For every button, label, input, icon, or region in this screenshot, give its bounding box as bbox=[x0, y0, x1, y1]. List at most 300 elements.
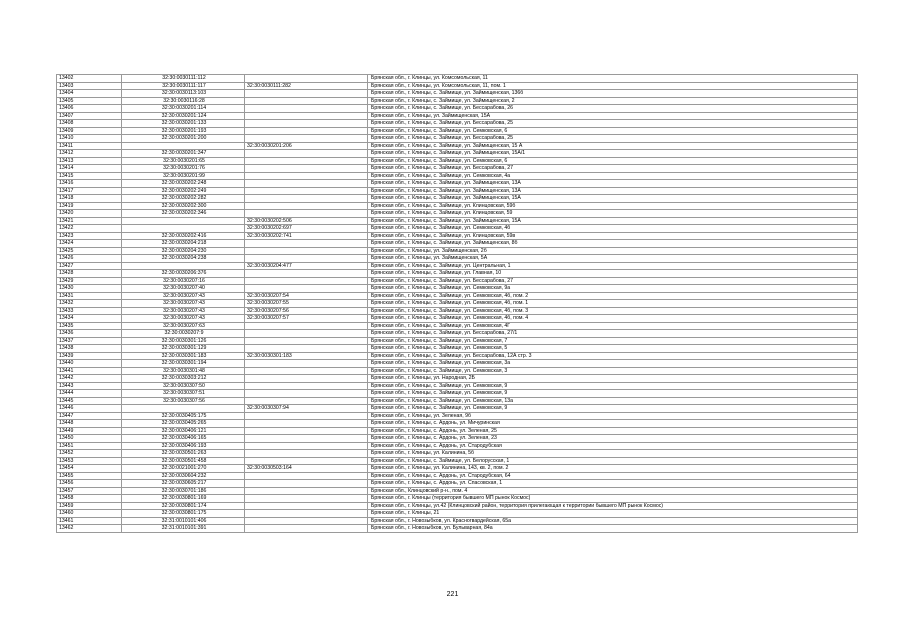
address-cell: Брянская обл., г. Клинцы, с. Займище, ул. Семковская, 7 bbox=[368, 337, 858, 345]
row-number-cell: 13437 bbox=[57, 337, 122, 345]
row-number-cell: 13462 bbox=[57, 525, 122, 533]
linked-cadastral-number-cell: 32:30:0030207:54 bbox=[245, 292, 368, 300]
cadastral-number-cell: 32:30:0030303:212 bbox=[122, 375, 245, 383]
address-cell: Брянская обл., Клинцовский р-н., пом. 4 bbox=[368, 487, 858, 495]
row-number-cell: 13419 bbox=[57, 202, 122, 210]
address-cell: Брянская обл., г. Клинцы, с. Займище, ул. Займищенская, 13А bbox=[368, 187, 858, 195]
linked-cadastral-number-cell bbox=[245, 187, 368, 195]
row-number-cell: 13455 bbox=[57, 472, 122, 480]
table-row bbox=[57, 345, 858, 353]
cadastral-number-cell: 32:30:0030405:175 bbox=[122, 412, 245, 420]
address-cell: Брянская обл., г. Клинцы, с. Займище, ул. Клинцовская, 59в bbox=[368, 232, 858, 240]
address-cell: Брянская обл., г. Клинцы, с. Займище, ул. Семковская, 4Г bbox=[368, 322, 858, 330]
cadastral-number-cell: 32:30:0030206:376 bbox=[122, 270, 245, 278]
table-row bbox=[57, 420, 858, 428]
cadastral-number-cell bbox=[122, 142, 245, 150]
table-row bbox=[57, 225, 858, 233]
row-number-cell: 13445 bbox=[57, 397, 122, 405]
row-number-cell: 13441 bbox=[57, 367, 122, 375]
table-row bbox=[57, 472, 858, 480]
table-row bbox=[57, 165, 858, 173]
cadastral-number-cell: 32:30:0030207:43 bbox=[122, 307, 245, 315]
linked-cadastral-number-cell: 32:30:0030301:183 bbox=[245, 352, 368, 360]
linked-cadastral-number-cell bbox=[245, 127, 368, 135]
cadastral-number-cell: 32:30:0030201:133 bbox=[122, 120, 245, 128]
linked-cadastral-number-cell: 32:30:0030111:282 bbox=[245, 82, 368, 90]
cadastral-number-cell: 32:30:0030201:193 bbox=[122, 127, 245, 135]
table-row bbox=[57, 135, 858, 143]
registry-table bbox=[56, 74, 858, 533]
linked-cadastral-number-cell bbox=[245, 345, 368, 353]
row-number-cell: 13454 bbox=[57, 465, 122, 473]
table-row bbox=[57, 322, 858, 330]
row-number-cell: 13402 bbox=[57, 75, 122, 83]
cadastral-number-cell: 32:30:0030207:9 bbox=[122, 330, 245, 338]
row-number-cell: 13451 bbox=[57, 442, 122, 450]
linked-cadastral-number-cell bbox=[245, 210, 368, 218]
table-row bbox=[57, 210, 858, 218]
address-cell: Брянская обл., г. Клинцы, с. Займище, ул. Семковская, 6 bbox=[368, 127, 858, 135]
row-number-cell: 13459 bbox=[57, 502, 122, 510]
table-row bbox=[57, 277, 858, 285]
row-number-cell: 13430 bbox=[57, 285, 122, 293]
table-row bbox=[57, 202, 858, 210]
address-cell: Брянская обл., г. Клинцы, с. Займище, ул. Семковская, 4б bbox=[368, 225, 858, 233]
table-row bbox=[57, 517, 858, 525]
linked-cadastral-number-cell bbox=[245, 150, 368, 158]
table-row bbox=[57, 82, 858, 90]
table-row bbox=[57, 232, 858, 240]
linked-cadastral-number-cell: 32:30:0030202:697 bbox=[245, 225, 368, 233]
table-row bbox=[57, 525, 858, 533]
table-row bbox=[57, 150, 858, 158]
address-cell: Брянская обл., г. Клинцы, с. Займище, ул. Семковская, 13а bbox=[368, 397, 858, 405]
address-cell: Брянская обл., г. Клинцы, с. Ардонь, ул. Стародубская bbox=[368, 442, 858, 450]
row-number-cell: 13415 bbox=[57, 172, 122, 180]
row-number-cell: 13436 bbox=[57, 330, 122, 338]
linked-cadastral-number-cell bbox=[245, 412, 368, 420]
linked-cadastral-number-cell bbox=[245, 180, 368, 188]
address-cell: Брянская обл., г. Клинцы, с. Займище, ул. Семковская, 9 bbox=[368, 382, 858, 390]
address-cell: Брянская обл., г. Клинцы, с. Ардонь, ул. Спасовская, 1 bbox=[368, 480, 858, 488]
cadastral-number-cell: 32:30:0021001:270 bbox=[122, 465, 245, 473]
linked-cadastral-number-cell bbox=[245, 435, 368, 443]
row-number-cell: 13413 bbox=[57, 157, 122, 165]
cadastral-number-cell: 32:30:0030301:48 bbox=[122, 367, 245, 375]
address-cell: Брянская обл., г. Клинцы, с. Займище, ул. Клинцовская, 59б bbox=[368, 202, 858, 210]
linked-cadastral-number-cell bbox=[245, 247, 368, 255]
linked-cadastral-number-cell bbox=[245, 457, 368, 465]
row-number-cell: 13457 bbox=[57, 487, 122, 495]
address-cell: Брянская обл., г. Клинцы, с. Займище, ул. Главная, 10 bbox=[368, 270, 858, 278]
address-cell: Брянская обл., г. Клинцы, ул. Займищенская, 15А bbox=[368, 112, 858, 120]
row-number-cell: 13420 bbox=[57, 210, 122, 218]
table-row bbox=[57, 480, 858, 488]
linked-cadastral-number-cell bbox=[245, 120, 368, 128]
table-row bbox=[57, 97, 858, 105]
linked-cadastral-number-cell bbox=[245, 172, 368, 180]
row-number-cell: 13423 bbox=[57, 232, 122, 240]
address-cell: Брянская обл., г. Клинцы, с. Займище, ул. Займищенская, 2 bbox=[368, 97, 858, 105]
cadastral-number-cell: 32:30:0030202:300 bbox=[122, 202, 245, 210]
address-cell: Брянская обл., г. Клинцы, с. Ардонь, ул. Стародубская, 64 bbox=[368, 472, 858, 480]
linked-cadastral-number-cell bbox=[245, 442, 368, 450]
cadastral-number-cell: 32:30:0030207:43 bbox=[122, 292, 245, 300]
address-cell: Брянская обл., г. Клинцы, с. Ардонь, ул. Зеленая, 25 bbox=[368, 427, 858, 435]
cadastral-number-cell: 32:31:0010101:406 bbox=[122, 517, 245, 525]
linked-cadastral-number-cell bbox=[245, 255, 368, 263]
address-cell: Брянская обл., г. Клинцы, с. Займище, ул. Бессарабова, 27/1 bbox=[368, 330, 858, 338]
table-row bbox=[57, 330, 858, 338]
address-cell: Брянская обл., г. Клинцы, с. Займище, ул. Бессарабова, 27 bbox=[368, 277, 858, 285]
row-number-cell: 13410 bbox=[57, 135, 122, 143]
linked-cadastral-number-cell bbox=[245, 135, 368, 143]
table-row bbox=[57, 262, 858, 270]
table-row bbox=[57, 375, 858, 383]
address-cell: Брянская обл., г. Клинцы, с. Займище, ул. Семковская, 6 bbox=[368, 157, 858, 165]
address-cell: Брянская обл., г. Клинцы, ул. Комсомольская, 11 bbox=[368, 75, 858, 83]
address-cell: Брянская обл., г. Клинцы, ул. Займищенская, 2б bbox=[368, 247, 858, 255]
address-cell: Брянская обл., г. Клинцы, с. Займище, ул. Семковская, 9 bbox=[368, 405, 858, 413]
linked-cadastral-number-cell bbox=[245, 322, 368, 330]
cadastral-number-cell: 32:30:0030202:249 bbox=[122, 187, 245, 195]
cadastral-number-cell: 32:30:0030405:265 bbox=[122, 420, 245, 428]
row-number-cell: 13424 bbox=[57, 240, 122, 248]
linked-cadastral-number-cell bbox=[245, 195, 368, 203]
cadastral-number-cell: 32:30:0030201:76 bbox=[122, 165, 245, 173]
linked-cadastral-number-cell: 32:30:0030207:56 bbox=[245, 307, 368, 315]
row-number-cell: 13452 bbox=[57, 450, 122, 458]
address-cell: Брянская обл., г. Клинцы, с. Займище, ул. Семковская, 3 bbox=[368, 367, 858, 375]
table-row bbox=[57, 105, 858, 113]
cadastral-number-cell: 32:30:0030116:28 bbox=[122, 97, 245, 105]
table-row bbox=[57, 90, 858, 98]
row-number-cell: 13403 bbox=[57, 82, 122, 90]
registry-table-body bbox=[57, 75, 858, 533]
table-row bbox=[57, 405, 858, 413]
linked-cadastral-number-cell bbox=[245, 105, 368, 113]
address-cell: Брянская обл., г. Клинцы, ул. Калинина, 143, кв. 2, пом. 2 bbox=[368, 465, 858, 473]
linked-cadastral-number-cell bbox=[245, 90, 368, 98]
row-number-cell: 13461 bbox=[57, 517, 122, 525]
table-row bbox=[57, 292, 858, 300]
address-cell: Брянская обл., г. Новозыбков, ул. Красногвардейская, 65а bbox=[368, 517, 858, 525]
table-row bbox=[57, 487, 858, 495]
table-row bbox=[57, 172, 858, 180]
cadastral-number-cell: 32:30:0030111:112 bbox=[122, 75, 245, 83]
address-cell: Брянская обл., г. Клинцы, с. Займище, ул. Займищенская, 136б bbox=[368, 90, 858, 98]
cadastral-number-cell: 32:30:0030202:282 bbox=[122, 195, 245, 203]
linked-cadastral-number-cell: 32:30:0030307:94 bbox=[245, 405, 368, 413]
table-row bbox=[57, 157, 858, 165]
cadastral-number-cell: 32:30:0030605:217 bbox=[122, 480, 245, 488]
row-number-cell: 13448 bbox=[57, 420, 122, 428]
row-number-cell: 13408 bbox=[57, 120, 122, 128]
row-number-cell: 13426 bbox=[57, 255, 122, 263]
row-number-cell: 13409 bbox=[57, 127, 122, 135]
address-cell: Брянская обл., г. Клинцы, с. Займище, ул. Бессарабова, 12А стр. 3 bbox=[368, 352, 858, 360]
address-cell: Брянская обл., г. Клинцы, с. Займище, ул. Семковская, 5 bbox=[368, 345, 858, 353]
table-row bbox=[57, 390, 858, 398]
address-cell: Брянская обл., г. Клинцы, с. Займище, ул. Займищенская, 15А bbox=[368, 195, 858, 203]
cadastral-number-cell: 32:30:0030202:248 bbox=[122, 180, 245, 188]
row-number-cell: 13414 bbox=[57, 165, 122, 173]
cadastral-number-cell: 32:30:0030204:218 bbox=[122, 240, 245, 248]
linked-cadastral-number-cell bbox=[245, 157, 368, 165]
row-number-cell: 13438 bbox=[57, 345, 122, 353]
table-row bbox=[57, 510, 858, 518]
linked-cadastral-number-cell bbox=[245, 420, 368, 428]
address-cell: Брянская обл., г. Клинцы, с. Займище, ул. Семковская, 9 bbox=[368, 390, 858, 398]
cadastral-number-cell: 32:30:0030301:194 bbox=[122, 360, 245, 368]
address-cell: Брянская обл., г. Клинцы, с. Займище, ул. Семковская, 9а bbox=[368, 285, 858, 293]
cadastral-number-cell: 32:30:0030204:238 bbox=[122, 255, 245, 263]
cadastral-number-cell bbox=[122, 225, 245, 233]
cadastral-number-cell: 32:30:0030501:263 bbox=[122, 450, 245, 458]
cadastral-number-cell: 32:30:0030201:114 bbox=[122, 105, 245, 113]
address-cell: Брянская обл., г. Клинцы, с. Займище, ул. Займищенская, 15А bbox=[368, 217, 858, 225]
cadastral-number-cell bbox=[122, 217, 245, 225]
row-number-cell: 13411 bbox=[57, 142, 122, 150]
row-number-cell: 13458 bbox=[57, 495, 122, 503]
address-cell: Брянская обл., г. Клинцы, с. Займище, ул. Бессарабова, 26 bbox=[368, 105, 858, 113]
table-row bbox=[57, 255, 858, 263]
table-row bbox=[57, 300, 858, 308]
address-cell: Брянская обл., г. Клинцы (территория бывшего МП рынок Космос) bbox=[368, 495, 858, 503]
row-number-cell: 13434 bbox=[57, 315, 122, 323]
cadastral-number-cell: 32:30:0030701:186 bbox=[122, 487, 245, 495]
linked-cadastral-number-cell bbox=[245, 375, 368, 383]
address-cell: Брянская обл., г. Клинцы, с. Займище, ул. Семковская, 4а bbox=[368, 172, 858, 180]
linked-cadastral-number-cell bbox=[245, 285, 368, 293]
cadastral-number-cell: 32:30:0030201:65 bbox=[122, 157, 245, 165]
table-row bbox=[57, 120, 858, 128]
linked-cadastral-number-cell: 32:30:0030207:55 bbox=[245, 300, 368, 308]
page-number: 221 bbox=[446, 591, 459, 598]
table-row bbox=[57, 427, 858, 435]
address-cell: Брянская обл., г. Клинцы, с. Ардонь, ул. Мичуринская bbox=[368, 420, 858, 428]
address-cell: Брянская обл., г. Клинцы, с. Займище, ул. Бессарабова, 25 bbox=[368, 120, 858, 128]
cadastral-number-cell: 32:30:0030501:458 bbox=[122, 457, 245, 465]
address-cell: Брянская обл., г. Клинцы, с. Займище, ул. Бессарабова, 27 bbox=[368, 165, 858, 173]
registry-sheet bbox=[56, 74, 848, 533]
linked-cadastral-number-cell bbox=[245, 517, 368, 525]
table-row bbox=[57, 457, 858, 465]
row-number-cell: 13433 bbox=[57, 307, 122, 315]
cadastral-number-cell: 32:30:0030202:346 bbox=[122, 210, 245, 218]
row-number-cell: 13444 bbox=[57, 390, 122, 398]
table-row bbox=[57, 307, 858, 315]
table-row bbox=[57, 360, 858, 368]
linked-cadastral-number-cell: 32:30:0030201:206 bbox=[245, 142, 368, 150]
row-number-cell: 13407 bbox=[57, 112, 122, 120]
row-number-cell: 13432 bbox=[57, 300, 122, 308]
table-row bbox=[57, 142, 858, 150]
linked-cadastral-number-cell bbox=[245, 525, 368, 533]
table-row bbox=[57, 187, 858, 195]
table-row bbox=[57, 412, 858, 420]
cadastral-number-cell: 32:30:0030207:43 bbox=[122, 300, 245, 308]
table-row bbox=[57, 450, 858, 458]
table-row bbox=[57, 195, 858, 203]
row-number-cell: 13447 bbox=[57, 412, 122, 420]
table-row bbox=[57, 352, 858, 360]
address-cell: Брянская обл., г. Клинцы, с. Займище, ул. Займищенская, 15 А bbox=[368, 142, 858, 150]
row-number-cell: 13429 bbox=[57, 277, 122, 285]
linked-cadastral-number-cell bbox=[245, 337, 368, 345]
address-cell: Брянская обл., г. Клинцы, ул. Народная, 2Б bbox=[368, 375, 858, 383]
row-number-cell: 13460 bbox=[57, 510, 122, 518]
linked-cadastral-number-cell bbox=[245, 397, 368, 405]
cadastral-number-cell: 32:30:0030307:51 bbox=[122, 390, 245, 398]
table-row bbox=[57, 397, 858, 405]
cadastral-number-cell: 32:30:0030406:193 bbox=[122, 442, 245, 450]
table-row bbox=[57, 465, 858, 473]
address-cell: Брянская обл., г. Клинцы, ул. Калинина, 5б bbox=[368, 450, 858, 458]
linked-cadastral-number-cell bbox=[245, 75, 368, 83]
address-cell: Брянская обл., г. Клинцы, с. Займище, ул. Займищенская, 13А bbox=[368, 180, 858, 188]
table-row bbox=[57, 315, 858, 323]
linked-cadastral-number-cell bbox=[245, 495, 368, 503]
address-cell: Брянская обл., г. Клинцы, с. Ардонь, ул. Зеленая, 23 bbox=[368, 435, 858, 443]
row-number-cell: 13418 bbox=[57, 195, 122, 203]
table-row bbox=[57, 180, 858, 188]
address-cell: Брянская обл., г. Клинцы, с. Займище, ул. Семковская, 3а bbox=[368, 360, 858, 368]
table-row bbox=[57, 285, 858, 293]
linked-cadastral-number-cell bbox=[245, 390, 368, 398]
table-row bbox=[57, 495, 858, 503]
table-row bbox=[57, 112, 858, 120]
linked-cadastral-number-cell bbox=[245, 360, 368, 368]
linked-cadastral-number-cell bbox=[245, 480, 368, 488]
cadastral-number-cell: 32:30:0030201:99 bbox=[122, 172, 245, 180]
row-number-cell: 13439 bbox=[57, 352, 122, 360]
row-number-cell: 13431 bbox=[57, 292, 122, 300]
linked-cadastral-number-cell bbox=[245, 330, 368, 338]
cadastral-number-cell bbox=[122, 405, 245, 413]
linked-cadastral-number-cell: 32:30:0030202:506 bbox=[245, 217, 368, 225]
row-number-cell: 13406 bbox=[57, 105, 122, 113]
row-number-cell: 13416 bbox=[57, 180, 122, 188]
row-number-cell: 13435 bbox=[57, 322, 122, 330]
linked-cadastral-number-cell bbox=[245, 165, 368, 173]
table-row bbox=[57, 382, 858, 390]
linked-cadastral-number-cell bbox=[245, 367, 368, 375]
address-cell: Брянская обл., г. Клинцы, ул.42 (Клинцовский район, территория прилегающая к территории бывшего МП рынок Космос) bbox=[368, 502, 858, 510]
cadastral-number-cell: 32:30:0030204:230 bbox=[122, 247, 245, 255]
table-row bbox=[57, 217, 858, 225]
table-row bbox=[57, 442, 858, 450]
address-cell: Брянская обл., г. Новозыбков, ул. Бульварная, 84а bbox=[368, 525, 858, 533]
table-row bbox=[57, 75, 858, 83]
cadastral-number-cell: 32:30:0030201:200 bbox=[122, 135, 245, 143]
row-number-cell: 13422 bbox=[57, 225, 122, 233]
row-number-cell: 13449 bbox=[57, 427, 122, 435]
linked-cadastral-number-cell bbox=[245, 277, 368, 285]
address-cell: Брянская обл., г. Клинцы, с. Займище, ул. Займищенская, 8б bbox=[368, 240, 858, 248]
cadastral-number-cell: 32:30:0030207:40 bbox=[122, 285, 245, 293]
address-cell: Брянская обл., г. Клинцы, ул. Займищенская, 5А bbox=[368, 255, 858, 263]
row-number-cell: 13450 bbox=[57, 435, 122, 443]
cadastral-number-cell: 32:30:0030201:124 bbox=[122, 112, 245, 120]
address-cell: Брянская обл., г. Клинцы, с. Займище, ул. Клинцовская, 59 bbox=[368, 210, 858, 218]
cadastral-number-cell: 32:30:0030113:103 bbox=[122, 90, 245, 98]
cadastral-number-cell: 32:30:0030202:416 bbox=[122, 232, 245, 240]
row-number-cell: 13412 bbox=[57, 150, 122, 158]
cadastral-number-cell: 32:30:0030301:183 bbox=[122, 352, 245, 360]
cadastral-number-cell: 32:30:0030801:175 bbox=[122, 510, 245, 518]
table-row bbox=[57, 127, 858, 135]
cadastral-number-cell: 32:30:0030604:232 bbox=[122, 472, 245, 480]
row-number-cell: 13440 bbox=[57, 360, 122, 368]
linked-cadastral-number-cell bbox=[245, 240, 368, 248]
linked-cadastral-number-cell bbox=[245, 502, 368, 510]
cadastral-number-cell: 32:30:0030307:56 bbox=[122, 397, 245, 405]
linked-cadastral-number-cell bbox=[245, 112, 368, 120]
address-cell: Брянская обл., г. Клинцы, с. Займище, ул. Займищенская, 15А/1 bbox=[368, 150, 858, 158]
cadastral-number-cell: 32:30:0030301:129 bbox=[122, 345, 245, 353]
linked-cadastral-number-cell: 32:30:0030503:164 bbox=[245, 465, 368, 473]
cadastral-number-cell: 32:30:0030406:165 bbox=[122, 435, 245, 443]
row-number-cell: 13421 bbox=[57, 217, 122, 225]
address-cell: Брянская обл., г. Клинцы, с. Займище, ул. Семковская, 4б, пом. 1 bbox=[368, 300, 858, 308]
address-cell: Брянская обл., г. Клинцы, 21 bbox=[368, 510, 858, 518]
cadastral-number-cell: 32:30:0030301:126 bbox=[122, 337, 245, 345]
row-number-cell: 13442 bbox=[57, 375, 122, 383]
row-number-cell: 13425 bbox=[57, 247, 122, 255]
linked-cadastral-number-cell: 32:30:0030204:477 bbox=[245, 262, 368, 270]
linked-cadastral-number-cell bbox=[245, 270, 368, 278]
table-row bbox=[57, 367, 858, 375]
row-number-cell: 13427 bbox=[57, 262, 122, 270]
address-cell: Брянская обл., г. Клинцы, с. Займище, ул. Семковская, 4б, пом. 2 bbox=[368, 292, 858, 300]
cadastral-number-cell: 32:31:0010101:391 bbox=[122, 525, 245, 533]
address-cell: Брянская обл., г. Клинцы, с. Займище, ул. Семковская, 4б, пом. 3 bbox=[368, 307, 858, 315]
linked-cadastral-number-cell: 32:30:0030207:57 bbox=[245, 315, 368, 323]
linked-cadastral-number-cell bbox=[245, 450, 368, 458]
table-row bbox=[57, 270, 858, 278]
address-cell: Брянская обл., г. Клинцы, с. Займище, ул. Белорусская, 1 bbox=[368, 457, 858, 465]
row-number-cell: 13456 bbox=[57, 480, 122, 488]
cadastral-number-cell: 32:30:0030207:16 bbox=[122, 277, 245, 285]
table-row bbox=[57, 435, 858, 443]
linked-cadastral-number-cell: 32:30:0030202:741 bbox=[245, 232, 368, 240]
table-row bbox=[57, 337, 858, 345]
row-number-cell: 13428 bbox=[57, 270, 122, 278]
linked-cadastral-number-cell bbox=[245, 487, 368, 495]
cadastral-number-cell: 32:30:0030307:50 bbox=[122, 382, 245, 390]
cadastral-number-cell: 32:30:0030406:121 bbox=[122, 427, 245, 435]
cadastral-number-cell bbox=[122, 262, 245, 270]
address-cell: Брянская обл., г. Клинцы, с. Займище, ул. Бессарабова, 25 bbox=[368, 135, 858, 143]
linked-cadastral-number-cell bbox=[245, 510, 368, 518]
row-number-cell: 13405 bbox=[57, 97, 122, 105]
address-cell: Брянская обл., г. Клинцы, с. Займище, ул. Семковская, 4б, пом. 4 bbox=[368, 315, 858, 323]
row-number-cell: 13443 bbox=[57, 382, 122, 390]
cadastral-number-cell: 32:30:0030801:174 bbox=[122, 502, 245, 510]
table-row bbox=[57, 240, 858, 248]
address-cell: Брянская обл., г. Клинцы, ул. Зеленая, 9б bbox=[368, 412, 858, 420]
row-number-cell: 13453 bbox=[57, 457, 122, 465]
cadastral-number-cell: 32:30:0030111:117 bbox=[122, 82, 245, 90]
cadastral-number-cell: 32:30:0030801:169 bbox=[122, 495, 245, 503]
linked-cadastral-number-cell bbox=[245, 427, 368, 435]
linked-cadastral-number-cell bbox=[245, 97, 368, 105]
linked-cadastral-number-cell bbox=[245, 472, 368, 480]
table-row bbox=[57, 502, 858, 510]
cadastral-number-cell: 32:30:0030201:347 bbox=[122, 150, 245, 158]
row-number-cell: 13417 bbox=[57, 187, 122, 195]
